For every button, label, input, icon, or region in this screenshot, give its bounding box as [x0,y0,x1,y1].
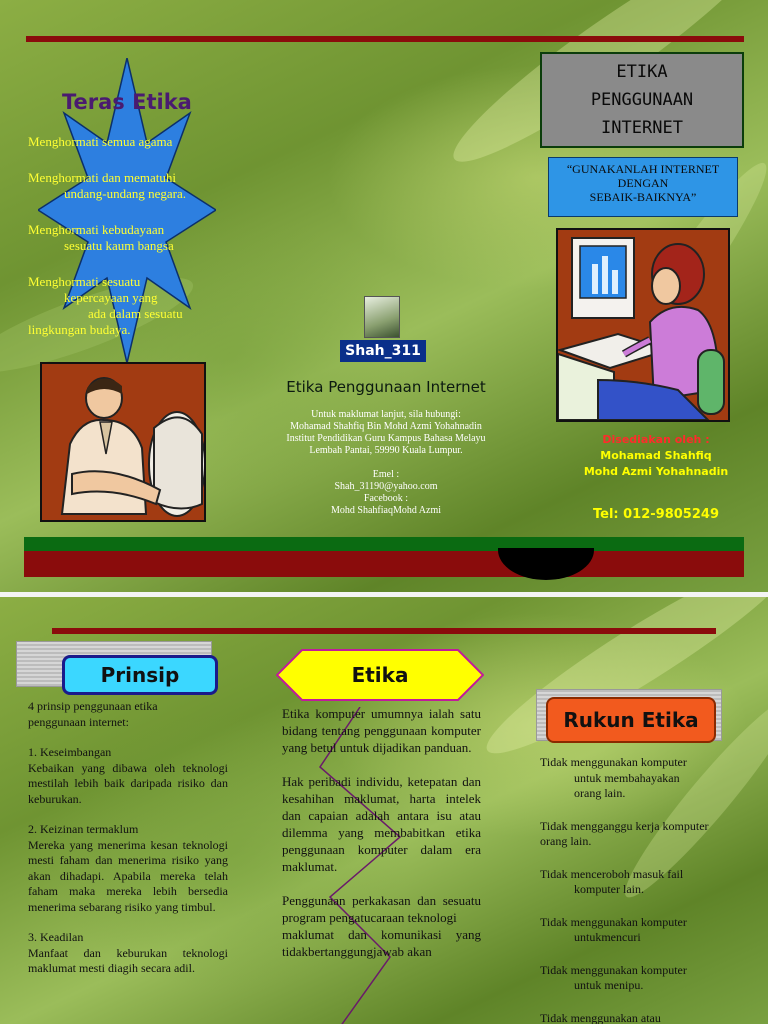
prinsip-heading: Prinsip [62,655,218,695]
author-name: Mohd Azmi Yohahnadin [583,465,729,478]
profile-photo [364,296,400,338]
telephone-number: Tel: 012-9805249 [593,507,719,522]
businessman-clipart [40,362,206,522]
slogan-line: SEBAIK-BAIKNYA” [589,190,697,204]
info-line: Untuk maklumat lanjut, sila hubungi: [311,409,461,420]
email-value: Shah_31190@yahoo.com [334,481,438,492]
email-label: Emel : [372,469,400,480]
contact-info [256,409,516,517]
footer-green-bar [24,537,744,551]
brochure-inner-panel [0,597,768,1024]
prepared-by [556,432,756,480]
slogan-line: “GUNAKANLAH INTERNET [566,162,720,176]
list-item: Tidak menggunakan komputer untuk menipu. [540,962,687,992]
list-item: Tidak menggunakan komputer untukmencuri [540,914,687,944]
back-panel-title: Etika Penggunaan Internet [286,378,486,396]
etika-column [282,705,481,977]
teras-etika-list [28,134,228,358]
list-item: Tidak menggunakan komputer untuk membahayakan orang lain. [540,755,687,800]
list-item: Menghormati semua agama [28,134,173,149]
etika-paragraph: Hak peribadi individu, ketepatan dan kesahihan maklumat, harta intelek dan capaian adalah antara isu atau dilemma yang membabitkan etika penggunaan komputer dalam era maklumat. [282,774,481,874]
list-item: Menghormati kebudayaan sesuatu kaum bangsa [28,222,174,253]
rukun-etika-column [540,755,740,1024]
etika-heading: Etika [351,663,409,687]
woman-computer-clipart [556,228,730,422]
info-line: Lembah Pantai, 59990 Kuala Lumpur. [309,445,463,456]
prinsip-section: 2. Keizinan termaklum Mereka yang menerima kesan teknologi mesti faham dan menerima risiko yang akan dihadapi. Apabila mereka telah faham maka mereka lebih bersedia menerima sebarang risiko yang timbul. [28,822,228,914]
prinsip-column [28,699,228,992]
prinsip-section: 3. Keadilan Manfaat dan keburukan teknologi maklumat mesti diagih secara adil. [28,930,228,975]
list-item: Tidak menggunakan atau [540,1010,661,1024]
info-line: Mohamad Shahfiq Bin Mohd Azmi Yohahnadin [290,421,482,432]
cover-title-line: INTERNET [601,118,683,138]
facebook-label: Facebook : [363,493,409,504]
slogan-line: DENGAN [617,176,669,190]
footer-red-bar [24,551,744,577]
prinsip-section: 1. Keseimbangan Kebaikan yang dibawa oleh teknologi mestilah lebih baik daripada risiko dan keburukan. [28,745,228,806]
list-item: Tidak mengganggu kerja komputer orang lain. [540,818,709,848]
cover-title-line: PENGGUNAAN [590,90,694,110]
prepared-by-label: Disediakan oleh : [602,433,710,446]
facebook-value: Mohd ShahfiaqMohd Azmi [331,505,441,516]
top-red-bar [52,628,716,634]
slogan-box [548,157,738,217]
list-item: Menghormati dan mematuhi undang-undang negara. [28,170,187,201]
cover-title-line: ETIKA [616,62,668,82]
grass-blade-decoration [473,597,768,774]
etika-paragraph: Penggunaan perkakasan dan sesuatu program pengatucaraan teknologi maklumat dan komunikasi yang tidakbertanggungjawab akan [282,893,481,959]
profile-name-badge: Shah_311 [340,340,426,362]
etika-paragraph: Etika komputer umumnya ialah satu bidang tentang penggunaan komputer yang betul untuk dijadikan panduan. [282,706,481,755]
top-red-bar [26,36,744,42]
cover-title-box [540,52,744,148]
teras-etika-title: Teras Etika [62,90,192,114]
rukun-etika-heading: Rukun Etika [546,697,716,743]
list-item: Tidak menceroboh masuk fail komputer lain. [540,866,684,896]
prinsip-intro: 4 prinsip penggunaan etika penggunaan internet: [28,699,158,729]
author-name: Mohamad Shahfiq [600,449,712,462]
info-line: Institut Pendidikan Guru Kampus Bahasa Melayu [286,433,486,444]
list-item: Menghormati sesuatu kepercayaan yang ada dalam sesuatu lingkungan budaya. [28,274,183,337]
